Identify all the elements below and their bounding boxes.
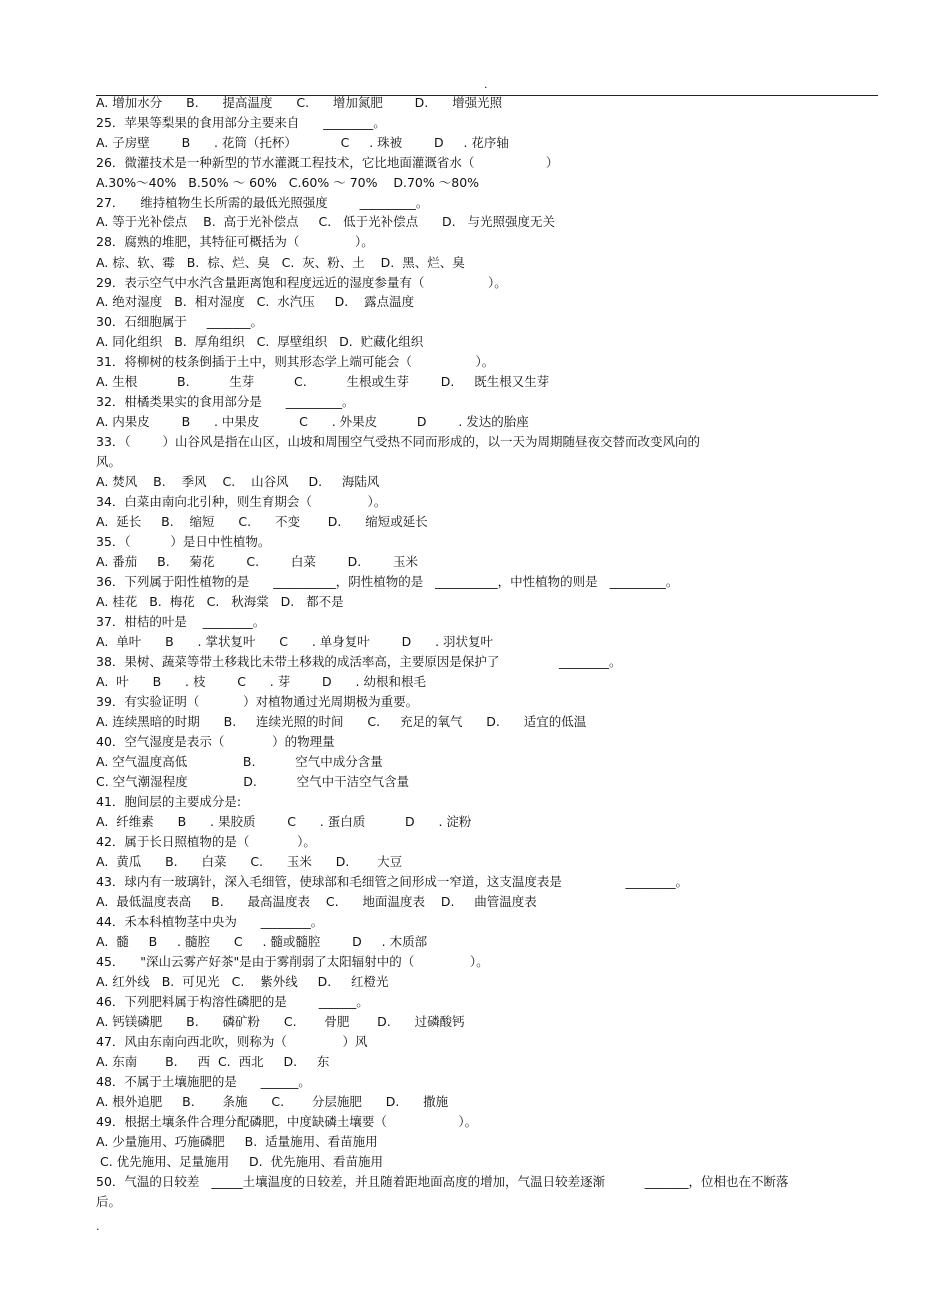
question-line: A. 叶 B . 枝 C . 芽 D . 幼根和根毛 xyxy=(96,674,426,689)
question-line: 45． "深山云雾产好茶"是由于雾削弱了太阳辐射中的（ ）。 xyxy=(96,954,489,969)
question-line: 后。 xyxy=(96,1194,122,1209)
question-line: A. 根外追肥 B. 条施 C. 分层施肥 D. 撒施 xyxy=(96,1094,449,1109)
question-line: A. 绝对湿度 B. 相对湿度 C. 水汽压 D. 露点温度 xyxy=(96,294,415,309)
question-line: A. 子房壁 B . 花筒（托杯） C . 珠被 D . 花序轴 xyxy=(96,135,509,150)
question-line: 30．石细胞属于 _______。 xyxy=(96,314,264,329)
question-line: 40．空气湿度是表示（ ）的物理量 xyxy=(96,734,335,749)
question-line: 37．柑桔的叶是 ________。 xyxy=(96,614,266,629)
question-line: A. 黄瓜 B. 白菜 C. 玉米 D. 大豆 xyxy=(96,854,403,869)
question-line: A. 番茄 B. 菊花 C. 白菜 D. 玉米 xyxy=(96,554,419,569)
question-line: 36．下列属于阳性植物的是 __________，阴性植物的是 __________，中性植物的则是 _________。 xyxy=(96,574,679,589)
question-line: 43．球内有一玻璃针，深入毛细管，使球部和毛细管之间形成一窄道，这支温度表是 ________。 xyxy=(96,874,688,889)
question-line: 39．有实验证明（ ）对植物通过光周期极为重要。 xyxy=(96,694,419,709)
question-line: 29．表示空气中水汽含量距离饱和程度远近的湿度参量有（ ）。 xyxy=(96,275,507,290)
question-line: A. 棕、软、霉 B. 棕、烂、臭 C. 灰、粉、土 D. 黑、烂、臭 xyxy=(96,255,465,270)
question-line: A. 同化组织 B. 厚角组织 C. 厚壁组织 D. 贮藏化组织 xyxy=(96,334,424,349)
question-line: 26．微灌技术是一种新型的节水灌溉工程技术，它比地面灌溉省水（ ） xyxy=(96,155,559,170)
question-line: 28．腐熟的堆肥，其特征可概括为（ ）。 xyxy=(96,234,374,249)
question-line: A. 钙镁磷肥 B. 磷矿粉 C. 骨肥 D. 过磷酸钙 xyxy=(96,1014,465,1029)
question-line: 风。 xyxy=(96,454,122,469)
question-line: A. 最低温度表高 B. 最高温度表 C. 地面温度表 D. 曲管温度表 xyxy=(96,894,537,909)
question-line: A. 桂花 B. 梅花 C. 秋海棠 D. 都不是 xyxy=(96,594,344,609)
question-line: A. 生根 B. 生芽 C. 生根或生芽 D. 既生根又生芽 xyxy=(96,374,550,389)
question-line: 34．白菜由南向北引种，则生育期会（ ）。 xyxy=(96,494,387,509)
question-line: 42．属于长日照植物的是（ ）。 xyxy=(96,834,316,849)
question-line: 33．（ ）山谷风是指在山区，山坡和周围空气受热不同而形成的，以一天为周期随昼夜交替而改变风向的 xyxy=(96,434,700,449)
question-line: A. 髓 B . 髓腔 C . 髓或髓腔 D . 木质部 xyxy=(96,934,428,949)
header-dot: . xyxy=(484,78,488,91)
question-line: 27． 维持植物生长所需的最低光照强度 _________。 xyxy=(96,195,429,210)
question-line: 31．将柳树的枝条倒插于土中，则其形态学上端可能会（ ）。 xyxy=(96,354,495,369)
question-line: 44．禾本科植物茎中央为 ________。 xyxy=(96,914,324,929)
question-line: 38．果树、蔬菜等带土移栽比未带土移栽的成活率高，主要原因是保护了 ________。 xyxy=(96,654,622,669)
question-line: 48．不属于土壤施肥的是 ______。 xyxy=(96,1074,311,1089)
footer-dot: . xyxy=(96,1220,100,1233)
question-line: C. 优先施用、足量施用 D. 优先施用、看苗施用 xyxy=(96,1154,384,1169)
question-line: A. 增加水分 B. 提高温度 C. 增加氮肥 D. 增强光照 xyxy=(96,95,503,110)
question-line: C. 空气潮湿程度 D. 空气中干洁空气含量 xyxy=(96,774,410,789)
question-line: A.30%～40% B.50% ～ 60% C.60% ～ 70% D.70% ～80% xyxy=(96,175,480,190)
question-line: A. 等于光补偿点 B. 高于光补偿点 C. 低于光补偿点 D. 与光照强度无关 xyxy=(96,214,556,229)
question-line: 46．下列肥料属于构溶性磷肥的是 ______。 xyxy=(96,994,369,1009)
question-line: 47．风由东南向西北吹，则称为（ ）风 xyxy=(96,1034,368,1049)
question-line: 50．气温的日较差 _____土壤温度的日较差，并且随着距地面高度的增加，气温日较差逐渐 _______，位相也在不断落 xyxy=(96,1174,789,1189)
question-line: A. 红外线 B. 可见光 C. 紫外线 D. 红橙光 xyxy=(96,974,389,989)
question-line: 32．柑橘类果实的食用部分是 _________。 xyxy=(96,394,355,409)
question-line: A. 连续黑暗的时期 B. 连续光照的时间 C. 充足的氧气 D. 适宜的低温 xyxy=(96,714,587,729)
question-line: 49．根据土壤条件合理分配磷肥，中度缺磷土壤要（ ）。 xyxy=(96,1114,478,1129)
question-line: 35．（ ）是日中性植物。 xyxy=(96,534,271,549)
question-line: 41．胞间层的主要成分是: xyxy=(96,794,242,809)
question-line: A. 纤维素 B . 果胶质 C . 蛋白质 D . 淀粉 xyxy=(96,814,472,829)
question-line: A. 空气温度高低 B. 空气中成分含量 xyxy=(96,754,383,769)
question-line: A. 单叶 B . 掌状复叶 C . 单身复叶 D . 羽状复叶 xyxy=(96,634,494,649)
question-line: A. 延长 B. 缩短 C. 不变 D. 缩短或延长 xyxy=(96,514,428,529)
question-line: A. 内果皮 B . 中果皮 C . 外果皮 D . 发达的胎座 xyxy=(96,414,529,429)
question-line: A. 东南 B. 西 C. 西北 D. 东 xyxy=(96,1054,330,1069)
question-line: 25．苹果等梨果的食用部分主要来自 ________。 xyxy=(96,115,386,130)
question-line: A. 少量施用、巧施磷肥 B. 适量施用、看苗施用 xyxy=(96,1134,378,1149)
question-line: A. 焚风 B. 季风 C. 山谷风 D. 海陆风 xyxy=(96,474,380,489)
